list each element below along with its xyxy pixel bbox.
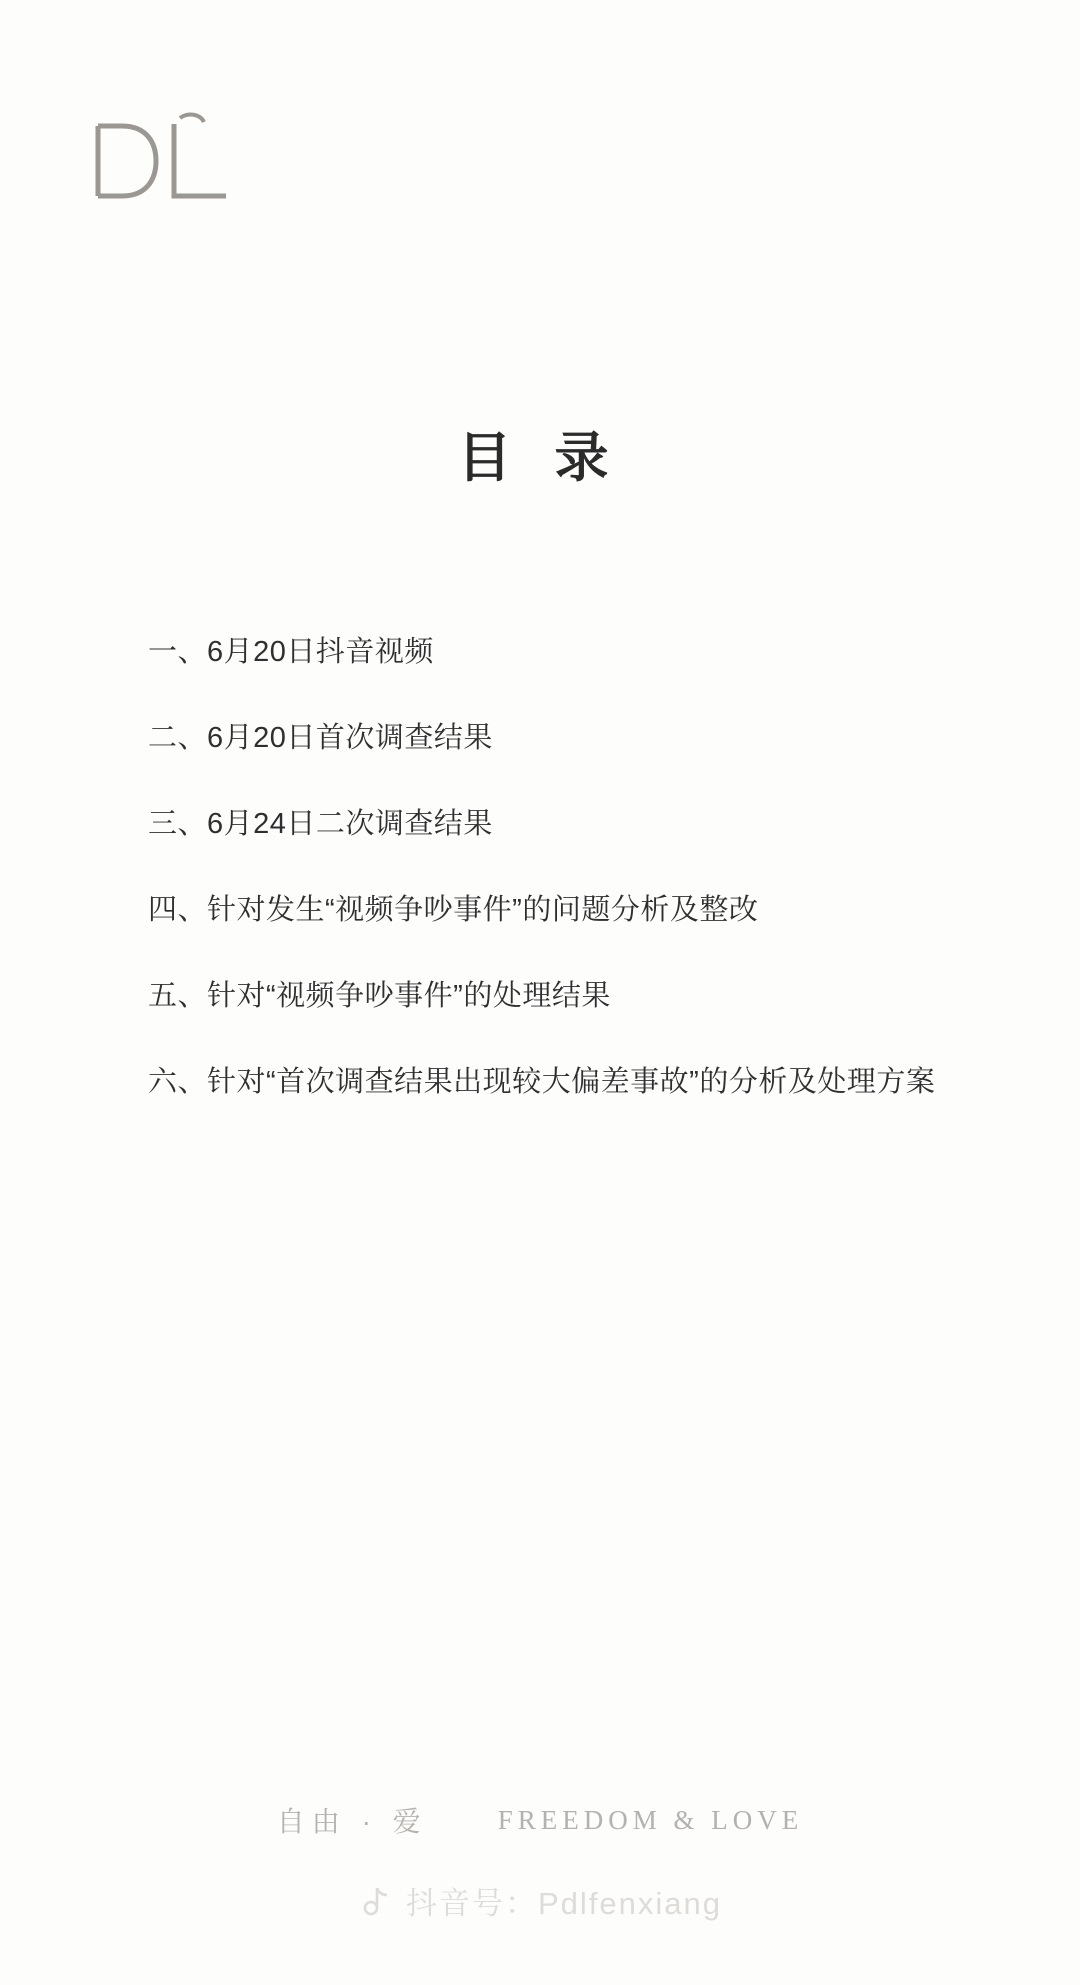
watermark (0, 1878, 1080, 1923)
footer-slogan-cn: 自由 · 爱 (276, 1806, 428, 1837)
toc-item-label: 6月24日二次调查结果 (207, 807, 493, 840)
douyin-music-note-icon (358, 1884, 392, 1918)
toc-item-label: 针对“视频争吵事件”的处理结果 (207, 979, 611, 1012)
toc-item-number: 六、 (148, 1065, 208, 1098)
toc-item[interactable] (148, 1060, 938, 1105)
footer-slogan-en: FREEDOM & LOVE (497, 1804, 804, 1835)
toc-item-number: 三、 (148, 807, 208, 840)
toc-item[interactable] (148, 974, 938, 1019)
toc-item[interactable] (148, 888, 938, 933)
toc-item-number: 一、 (148, 636, 208, 668)
toc-item-number: 四、 (148, 893, 208, 926)
brand-logo (88, 112, 238, 204)
toc-item[interactable] (148, 630, 938, 675)
dl-monogram-logo (88, 112, 238, 204)
toc-item-label: 针对“首次调查结果出现较大偏差事故”的分析及处理方案 (207, 1065, 936, 1098)
watermark-text: 抖音号：Pdlfenxiang (405, 1886, 722, 1921)
toc-item[interactable] (148, 802, 938, 847)
toc-item-label: 针对发生“视频争吵事件”的问题分析及整改 (207, 893, 759, 926)
toc-item-label: 6月20日抖音视频 (207, 636, 434, 668)
toc-item[interactable] (148, 716, 938, 761)
footer-slogan (0, 1800, 1080, 1840)
toc-item-label: 6月20日首次调查结果 (207, 721, 493, 754)
page-title: 目 录 (457, 428, 623, 488)
table-of-contents (148, 630, 938, 1105)
toc-item-number: 五、 (148, 979, 208, 1012)
toc-item-number: 二、 (148, 721, 208, 754)
